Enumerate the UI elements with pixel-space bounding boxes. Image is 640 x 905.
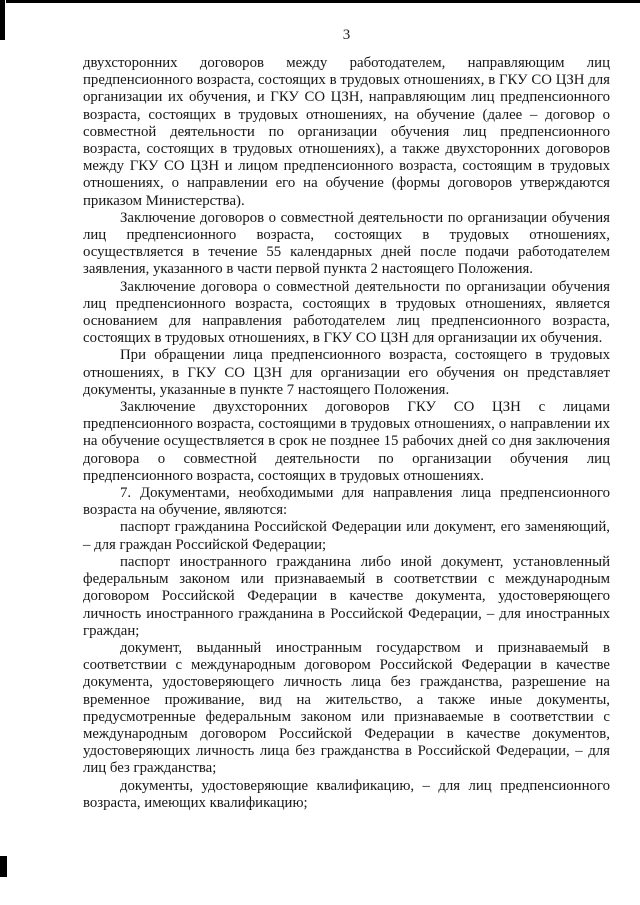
paragraph-list-item: паспорт гражданина Российской Федерации или документ, его заменяющий, – для граждан Российской Федерации;	[83, 519, 610, 553]
paragraph: При обращении лица предпенсионного возраста, состоящего в трудовых отношениях, в ГКУ СО ЦЗН для организации его обучения он представляет документы, указанные в пункте 7 настоящего Положения.	[83, 347, 610, 398]
paragraph: Заключение договора о совместной деятельности по организации обучения лиц предпенсионного возраста, состоящих в трудовых отношениях, является основанием для направления работодателем лиц предпенсионного возраста, состоящих в трудовых отношениях, в ГКУ СО ЦЗН для организации их обучения.	[83, 278, 610, 347]
paragraph-item-7: 7. Документами, необходимыми для направления лица предпенсионного возраста на обучение, являются:	[83, 485, 610, 519]
paragraph-list-item: документ, выданный иностранным государством и признаваемый в соответствии с международным договором Российской Федерации в качестве документа, удостоверяющего личность лица без гражданства, разрешение на временное проживание, вид на жительство, а также иные документы, предусмотренные федеральным законом или признаваемые в соответствии с международным договором Российской Федерации в качестве документов, удостоверяющих личность лица без гражданства в Российской Федерации, – для лиц без гражданства;	[83, 639, 610, 777]
paragraph-list-item: паспорт иностранного гражданина либо иной документ, установленный федеральным законом или признаваемый в соответствии с международным договором Российской Федерации в качестве документа, удостоверяющего личность иностранного гражданина в Российской Федерации, – для иностранных граждан;	[83, 553, 610, 639]
page-number: 3	[342, 27, 351, 43]
paragraph-continuation: двухсторонних договоров между работодателем, направляющим лиц предпенсионного возраста, состоящих в трудовых отношениях, в ГКУ СО ЦЗН для организации их обучения, и ГКУ СО ЦЗН, направляющим лиц предпенсионного возраста, состоящих в трудовых отношениях, на обучение (далее – договор о совместной деятельности по организации обучения лиц предпенсионного возраста, состоящих в трудовых отношениях), а также двухсторонних договоров между ГКУ СО ЦЗН и лицом предпенсионного возраста, состоящим в трудовых отношениях, о направлении его на обучение (формы договоров утверждаются приказом Министерства).	[83, 55, 610, 209]
scan-artifact-left-top	[0, 0, 5, 40]
scan-artifact-top-line	[6, 0, 640, 3]
paragraph: Заключение договоров о совместной деятельности по организации обучения лиц предпенсионного возраста, состоящих в трудовых отношениях, осуществляется в течение 55 календарных дней после подачи работодателем заявления, указанного в части первой пункта 2 настоящего Положения.	[83, 209, 610, 278]
document-body	[83, 55, 610, 812]
scan-artifact-left-bottom	[0, 856, 7, 877]
paragraph: Заключение двухсторонних договоров ГКУ СО ЦЗН с лицами предпенсионного возраста, состоящими в трудовых отношениях, о направлении их на обучение осуществляется в срок не позднее 15 рабочих дней со дня заключения договора о совместной деятельности по организации обучения лиц предпенсионного возраста, состоящих в трудовых отношениях.	[83, 399, 610, 484]
paragraph-list-item: документы, удостоверяющие квалификацию, – для лиц предпенсионного возраста, имеющих квалификацию;	[83, 777, 610, 811]
